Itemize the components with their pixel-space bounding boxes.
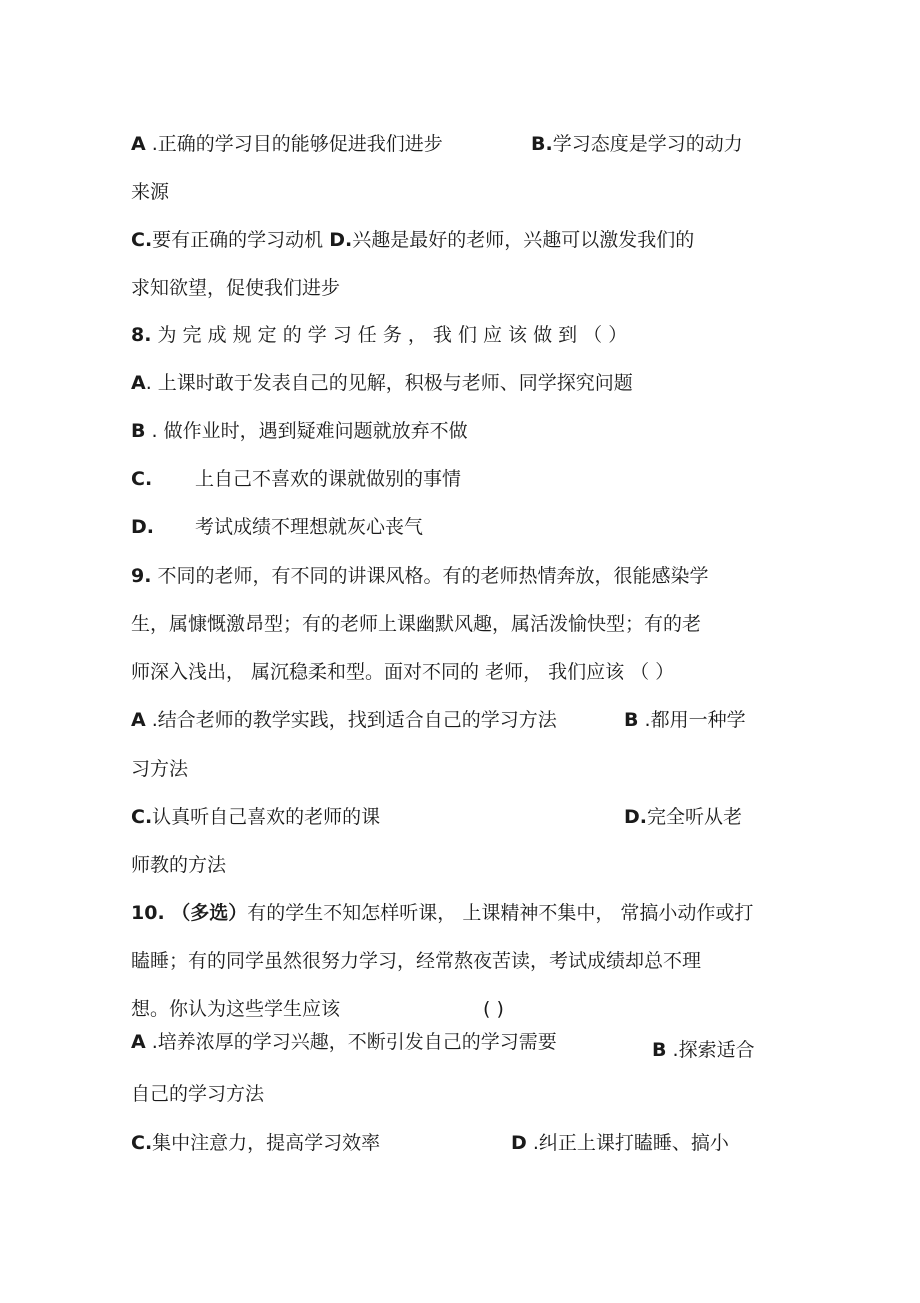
option-letter: D. [131,516,154,538]
q9-option-c [131,805,380,829]
q10-stem-line-2: 瞌睡；有的同学虽然很努力学习，经常熬夜苦读，考试成绩却总不理 [131,950,702,972]
q7-option-b [531,132,743,156]
q9-option-d [624,805,742,829]
q10-stem-line-1 [131,901,753,925]
q7-option-d-continued: 求知欲望，促使我们进步 [131,277,341,299]
q10-option-d [511,1131,729,1155]
option-letter: B. [531,133,553,155]
q9-option-b-continued: 习方法 [131,758,189,780]
option-letter: A [131,709,146,731]
option-letter: A [131,1031,146,1053]
question-text: 为 完 成 规 定 的 学 习 任 务 ， 我 们 应 该 做 到 （ ） [151,324,628,346]
option-text: . 上课时敢于发表自己的见解，积极与老师、同学探究问题 [145,372,633,394]
q10-option-c [131,1131,380,1155]
q9-stem-line-2: 生，属慷慨激昂型；有的老师上课幽默风趣，属活泼愉快型；有的老 [131,613,702,635]
q9-stem-line-3: 师深入浅出， 属沉稳柔和型。面对不同的 老师， 我们应该 （ ） [131,661,675,683]
q10-option-b-continued: 自己的学习方法 [131,1083,265,1105]
option-text: .培养浓厚的学习兴趣，不断引发自己的学习需要 [145,1031,557,1053]
option-text: 认真听自己喜欢的老师的课 [152,806,381,828]
option-letter: D. [624,806,647,828]
q8-option-c [131,467,152,491]
option-text: 兴趣是最好的老师，兴趣可以激发我们的 [352,229,695,251]
option-text: .探索适合 [666,1039,755,1061]
option-letter: B [131,420,146,442]
option-text: .结合老师的教学实践，找到适合自己的学习方法 [145,709,557,731]
q8-option-c-text: 上自己不喜欢的课就做别的事情 [195,468,462,490]
option-letter: A [131,133,146,155]
option-letter: C. [131,468,153,490]
q9-option-a [131,708,557,732]
option-letter: D. [329,229,353,251]
option-text: .都用一种学 [638,709,746,731]
q8-option-b [131,419,468,443]
q9-option-d-continued: 师教的方法 [131,854,227,876]
option-text: 集中注意力，提高学习效率 [152,1132,381,1154]
option-letter: B [624,709,639,731]
answer-parentheses: ( ) [483,998,504,1020]
question-text: 有的学生不知怎样听课， 上课精神不集中， 常搞小动作或打 [247,902,754,924]
q7-option-a [131,132,443,156]
option-text: 学习态度是学习的动力 [552,133,743,155]
option-text: 完全听从老 [647,806,743,828]
q7-option-b-continued: 来源 [131,181,170,203]
q8-option-d [131,515,154,539]
option-letter: B [652,1039,667,1061]
q10-option-a [131,1030,557,1054]
question-number: 9. [131,565,152,587]
option-letter: A [131,372,146,394]
q7-option-c-d [131,228,694,252]
q8-option-a [131,371,633,395]
q10-stem-line-3: 想。你认为这些学生应该 [131,998,341,1020]
option-text: .正确的学习目的能够促进我们进步 [145,133,443,155]
option-letter: C. [131,229,153,251]
option-letter: C. [131,1132,153,1154]
q9-stem-line-1 [131,564,709,588]
question-number: 10. [131,902,165,924]
question-number: 8. [131,324,152,346]
option-text: . 做作业时，遇到疑难问题就放弃不做 [145,420,468,442]
option-text: 要有正确的学习动机 [152,229,330,251]
multi-select-tag: （多选） [164,902,248,924]
question-text: 不同的老师，有不同的讲课风格。有的老师热情奔放，很能感染学 [151,565,709,587]
option-letter: D [511,1132,527,1154]
q10-option-b [652,1038,755,1062]
q8-option-d-text: 考试成绩不理想就灰心丧气 [195,516,424,538]
q8-stem [131,323,627,347]
option-letter: C. [131,806,153,828]
q9-option-b [624,708,746,732]
option-text: .纠正上课打瞌睡、搞小 [526,1132,729,1154]
